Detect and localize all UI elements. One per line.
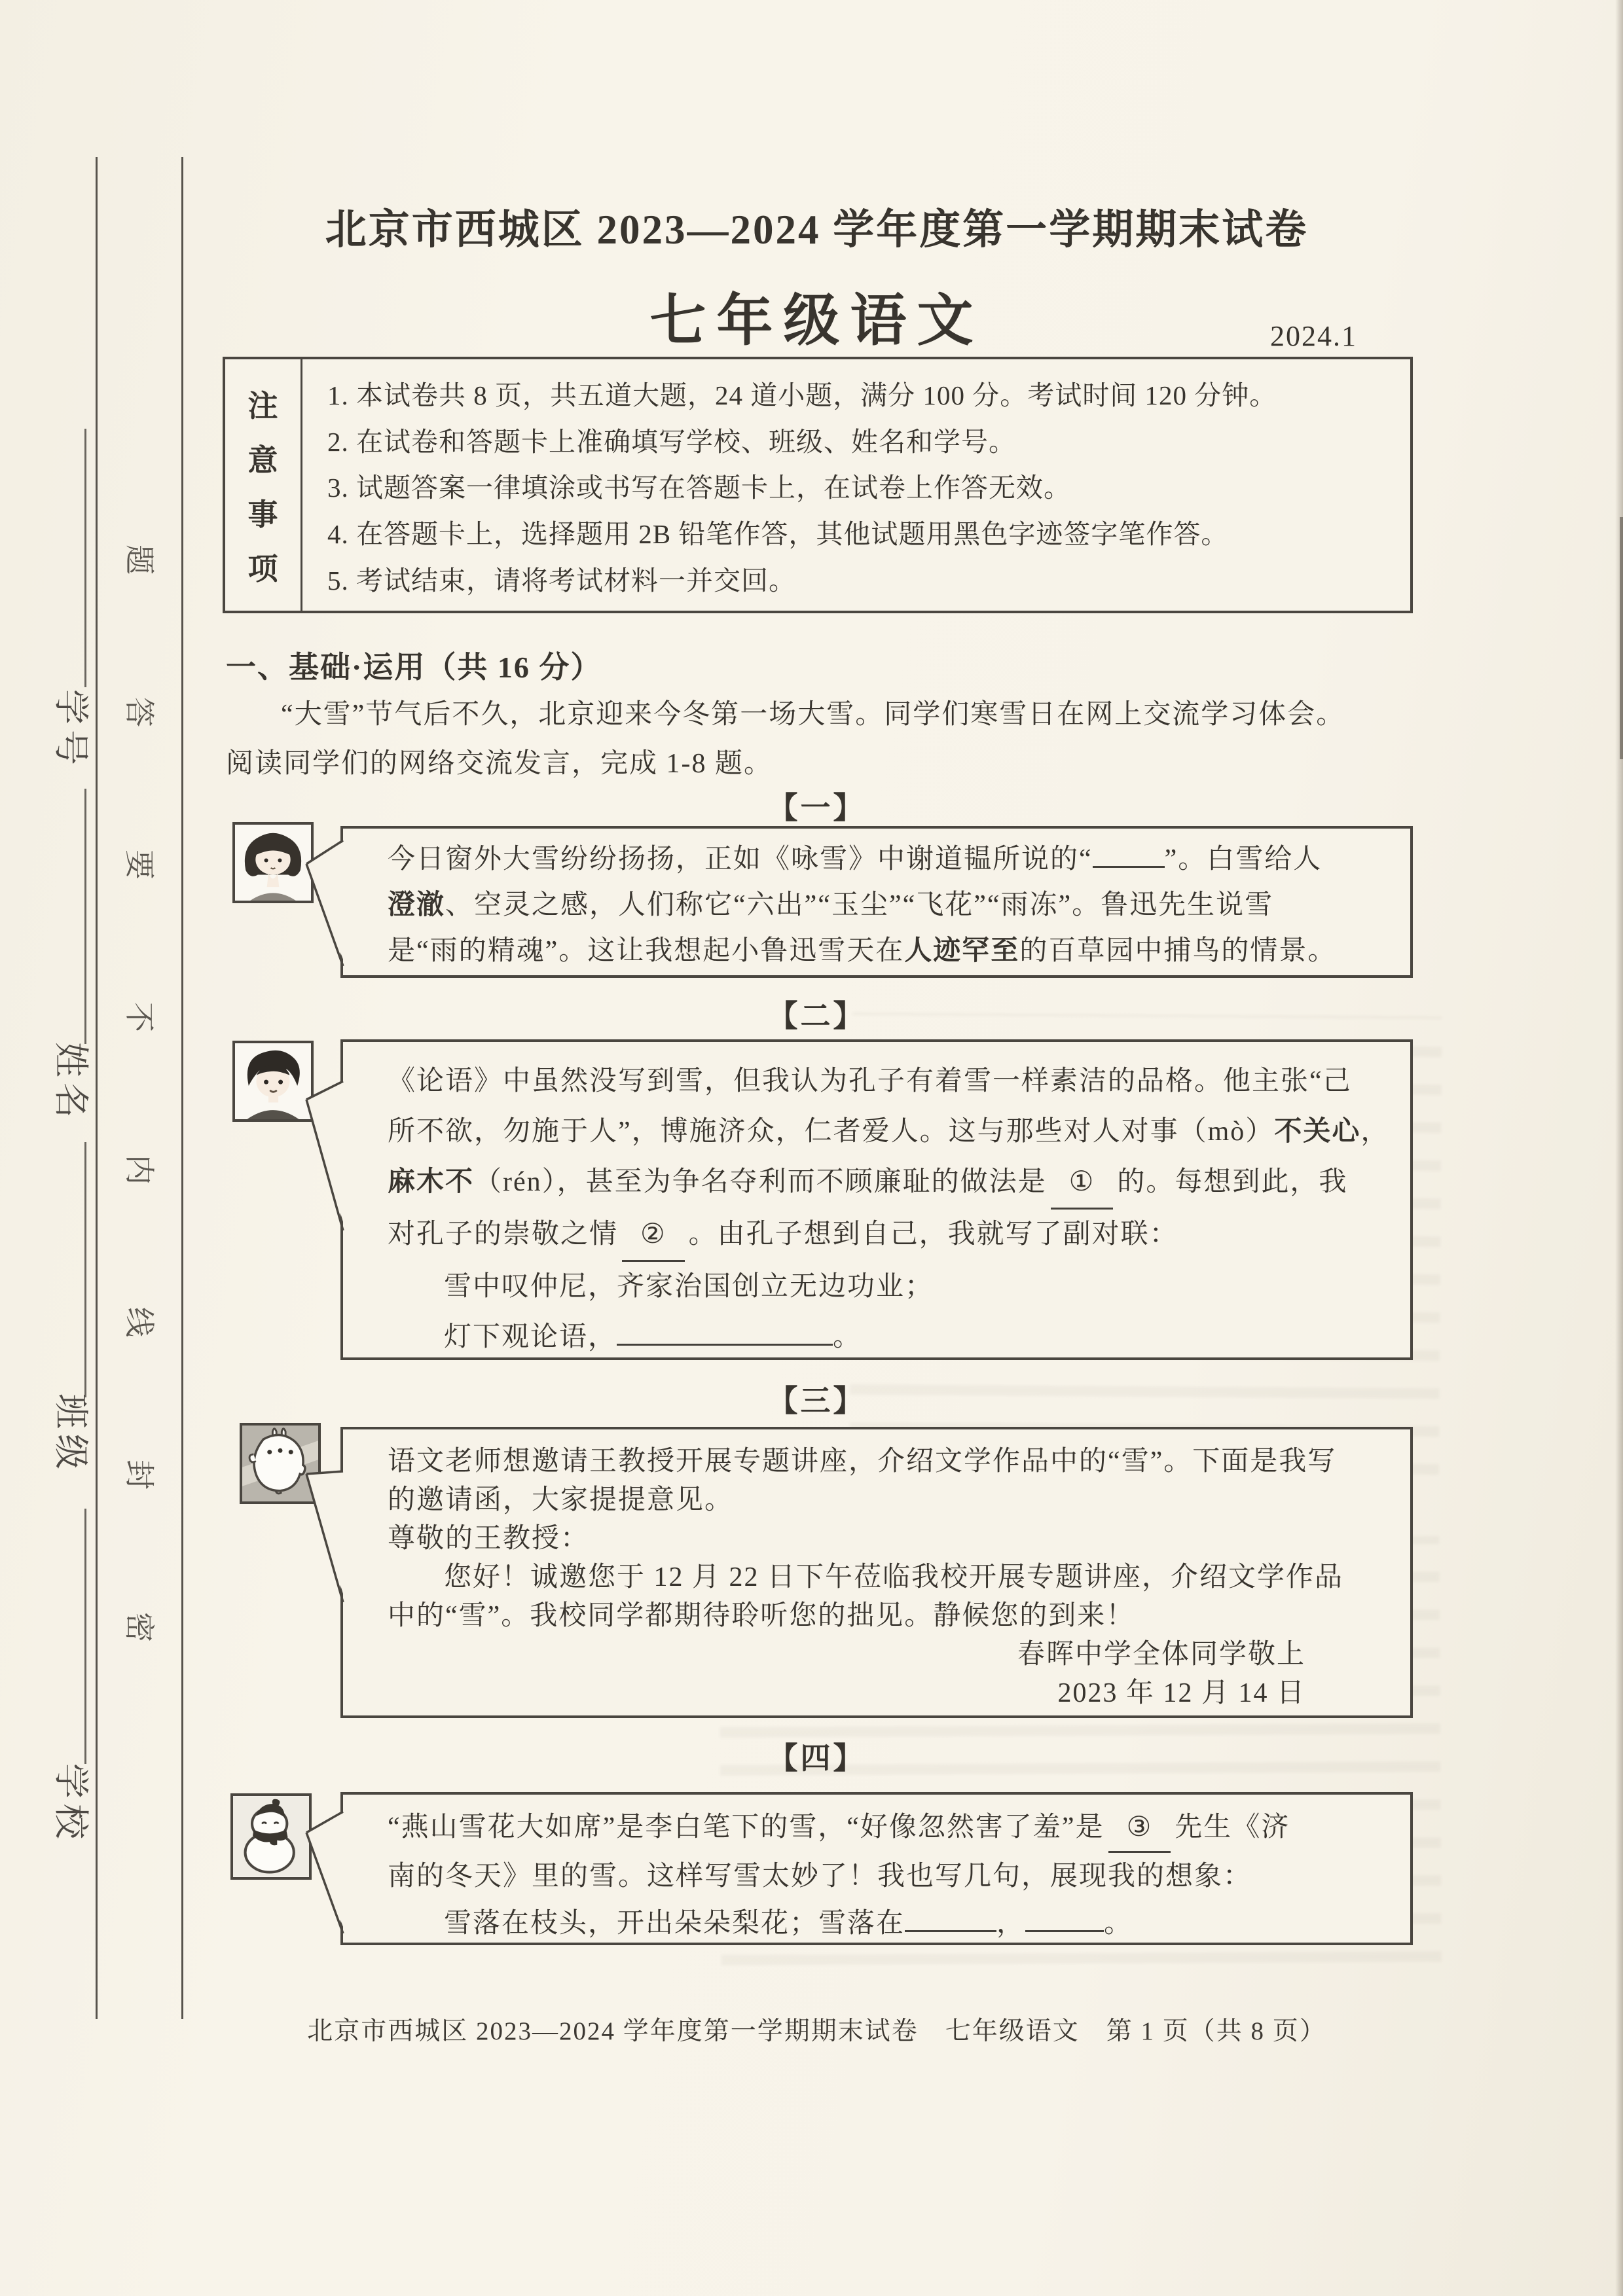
text-line — [388, 1107, 1390, 1157]
post-3-bubble — [340, 1427, 1413, 1718]
text-segment: 2023 年 12 月 14 日 — [1057, 1678, 1305, 1708]
text-segment: （rén），甚至为争名夺利而不顾廉耻的做法是 — [474, 1167, 1047, 1197]
notice-label-char: 项 — [247, 552, 278, 586]
scan-edge-shadow — [1615, 0, 1623, 2296]
seal-char: 要 — [122, 850, 156, 880]
text-segment: 语文老师想邀请王教授开展专题讲座，介绍文学作品中的“雪”。下面是我写 — [388, 1446, 1337, 1477]
text-segment: 不关心 — [1274, 1117, 1361, 1147]
text-segment: 您好！诚邀您于 12 月 22 日下午莅临我校开展专题讲座，介绍文学作品 — [444, 1562, 1344, 1592]
text-line — [388, 1636, 1384, 1674]
text-segment: 的邀请函，大家提提意见。 — [388, 1485, 734, 1515]
boy-avatar-icon — [232, 1041, 314, 1122]
notice-label-char: 意 — [247, 443, 278, 477]
post-2-bubble-tail — [304, 1039, 382, 1360]
text-segment: 中的“雪”。我校同学都期待聆听您的拙见。静候您的到来！ — [388, 1601, 1135, 1631]
text-segment: 。由孔子想到自己，我就写了副对联： — [688, 1219, 1178, 1249]
post-1-tag: 【一】 — [767, 791, 866, 825]
notice-items — [302, 359, 1410, 611]
page-subtitle: 七年级语文 — [649, 289, 984, 352]
text-segment: 澄澈 — [388, 890, 446, 920]
text-segment: 雪落在枝头，开出朵朵梨花；雪落在 — [444, 1909, 905, 1939]
text-line — [388, 1312, 1384, 1363]
class-label: 班级 — [51, 1393, 90, 1475]
notice-item: 2. 在试卷和答题卡上准确填写学校、班级、姓名和学号。 — [327, 426, 1016, 457]
circled-number-blank[interactable]: ① — [1051, 1157, 1114, 1210]
post-2-bubble — [340, 1039, 1413, 1360]
text-line — [388, 1056, 1384, 1107]
text-segment: 、空灵之感，人们称它“六出”“玉尘”“飞花”“雨冻”。鲁迅先生说雪 — [445, 890, 1274, 920]
seal-char: 密 — [122, 1612, 156, 1642]
snowman-avatar-icon — [230, 1793, 312, 1880]
text-segment: 尊敬的王教授： — [388, 1524, 590, 1554]
fill-in-blank[interactable] — [1025, 1906, 1104, 1932]
post-4-tag: 【四】 — [767, 1742, 866, 1775]
text-line — [388, 1804, 1384, 1853]
notice-label-char: 事 — [247, 497, 278, 531]
text-segment: 麻木不 — [388, 1167, 475, 1197]
notice-box — [223, 357, 1413, 613]
text-segment: 先生《济 — [1175, 1812, 1290, 1842]
text-segment: 。 — [833, 1322, 862, 1352]
text-line — [388, 882, 1384, 928]
seal-char: 线 — [122, 1307, 156, 1337]
circled-number-blank[interactable]: ③ — [1108, 1804, 1171, 1853]
text-segment: “燕山雪花大如席”是李白笔下的雪，“好像忽然害了羞”是 — [388, 1812, 1104, 1842]
text-segment: 南的冬天》里的雪。这样写雪太妙了！我也写几句，展现我的想象： — [388, 1861, 1252, 1892]
section-intro-line: 阅读同学们的网络交流发言，完成 1-8 题。 — [226, 749, 773, 779]
issue-date: 2024.1 — [1270, 320, 1357, 352]
seal-line-outer — [181, 157, 183, 2019]
student-name-blank[interactable] — [84, 789, 86, 1044]
text-line — [388, 1853, 1384, 1900]
seal-char: 内 — [122, 1155, 156, 1185]
text-line — [388, 1481, 1384, 1520]
notice-item: 3. 试题答案一律填涂或书写在答题卡上，在试卷上作答无效。 — [327, 473, 1071, 503]
text-segment: 。 — [1104, 1909, 1133, 1939]
text-line — [388, 928, 1384, 974]
text-line — [388, 1597, 1384, 1636]
notice-label-char: 注 — [247, 389, 278, 423]
section-heading: 一、基础·运用（共 16 分） — [226, 651, 602, 684]
student-id-label: 学号 — [51, 689, 90, 770]
page-footer: 北京市西城区 2023—2024 学年度第一学期期末试卷 七年级语文 第 1 页（共 8 页） — [307, 2017, 1326, 2045]
student-name-label: 姓名 — [51, 1042, 90, 1123]
post-4-bubble-tail — [304, 1792, 382, 1945]
seal-char: 不 — [122, 1002, 156, 1032]
text-segment: 所不欲，勿施于人”，博施济众，仁者爱人。这与那些对人对事（mò） — [388, 1117, 1275, 1147]
text-line — [388, 1674, 1384, 1713]
post-3-bubble-tail — [304, 1427, 382, 1718]
post-3-tag: 【三】 — [767, 1384, 866, 1418]
fill-in-blank[interactable] — [617, 1319, 833, 1346]
post-1-bubble-tail — [304, 826, 382, 978]
text-segment: 的。每想到此，我 — [1117, 1167, 1348, 1197]
text-line — [388, 1157, 1384, 1210]
notice-item: 4. 在答题卡上，选择题用 2B 铅笔作答，其他试题用黑色字迹签字笔作答。 — [327, 519, 1229, 550]
text-line — [388, 1558, 1384, 1597]
post-1-bubble — [340, 826, 1413, 978]
circled-number-blank[interactable]: ② — [622, 1210, 685, 1262]
seal-char: 题 — [122, 545, 156, 575]
notice-label — [225, 359, 302, 611]
seal-char: 封 — [122, 1460, 156, 1490]
text-line — [388, 1262, 1384, 1312]
text-line — [388, 1520, 1384, 1558]
text-segment: 人迹罕至 — [904, 936, 1020, 966]
text-segment: 灯下观论语， — [444, 1322, 617, 1352]
school-label: 学校 — [51, 1763, 90, 1844]
section-intro-line: “大雪”节气后不久，北京迎来今冬第一场大雪。同学们寒雪日在网上交流学习体会。 — [281, 700, 1345, 730]
seal-char: 答 — [122, 697, 156, 727]
girl-avatar-icon — [232, 822, 314, 903]
text-segment: 《论语》中虽然没写到雪，但我认为孔子有着雪一样素洁的品格。他主张“己 — [388, 1066, 1352, 1096]
text-segment: 对孔子的崇敬之情 — [388, 1219, 619, 1249]
text-line — [388, 1210, 1384, 1262]
post-2-tag: 【二】 — [767, 999, 866, 1033]
post-4-bubble — [340, 1792, 1413, 1945]
text-line — [388, 1443, 1384, 1481]
notice-item: 1. 本试卷共 8 页，共五道大题，24 道小题，满分 100 分。考试时间 120 分钟。 — [327, 380, 1277, 410]
text-segment: 的百草园中捕鸟的情景。 — [1019, 936, 1337, 966]
fill-in-blank[interactable] — [1093, 842, 1165, 868]
text-segment: ， — [1360, 1117, 1390, 1147]
school-blank[interactable] — [84, 1509, 86, 1764]
scan-edge-artifact — [1620, 517, 1623, 759]
text-segment: ， — [996, 1909, 1026, 1939]
seal-line-inner — [96, 157, 98, 2019]
class-blank[interactable] — [84, 1142, 86, 1397]
text-line — [388, 1900, 1384, 1947]
text-segment: 是“雨的精魂”。这让我想起小鲁迅雪天在 — [388, 936, 905, 966]
text-segment: ”。白雪给人 — [1164, 844, 1322, 874]
fill-in-blank[interactable] — [905, 1906, 996, 1932]
student-id-blank[interactable] — [84, 429, 86, 687]
text-segment: 今日窗外大雪纷纷扬扬，正如《咏雪》中谢道韫所说的“ — [388, 844, 1093, 874]
text-line — [388, 836, 1384, 882]
text-segment: 春晖中学全体同学敬上 — [1017, 1640, 1305, 1670]
page-title: 北京市西城区 2023—2024 学年度第一学期期末试卷 — [325, 207, 1309, 253]
text-segment: 雪中叹仲尼，齐家治国创立无边功业； — [444, 1272, 934, 1302]
notice-item: 5. 考试结束，请将考试材料一并交回。 — [327, 565, 796, 596]
